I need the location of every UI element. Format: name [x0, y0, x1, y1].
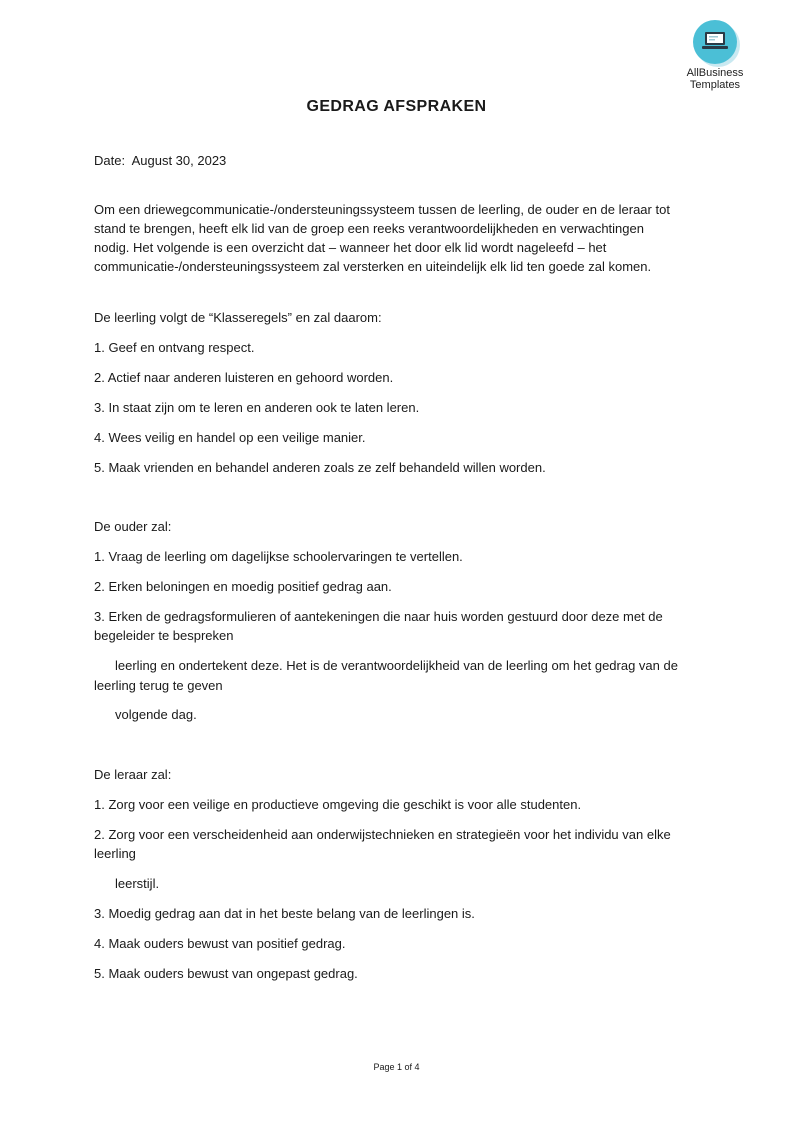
parent-item-cont-wrap: leerling terug te geven — [94, 678, 223, 693]
logo-line-2: Templates — [689, 79, 741, 91]
student-item: 2. Actief naar anderen luisteren en gehoord worden. — [94, 370, 394, 385]
intro-line-1: Om een driewegcommunicatie-/ondersteuningssysteem tussen de leerling, de ouder en de leraar tot — [94, 202, 670, 217]
logo-line-1: AllBusiness — [686, 67, 744, 79]
student-item: 5. Maak vrienden en behandel anderen zoals ze zelf behandeld willen worden. — [94, 460, 546, 475]
parent-item-cont: leerling en ondertekent deze. Het is de verantwoordelijkheid van de leerling om het gedrag van de — [115, 658, 678, 673]
date-label: Date: — [94, 153, 126, 168]
teacher-item-cont: leerstijl. — [115, 876, 160, 891]
parent-heading: De ouder zal: — [94, 519, 172, 534]
teacher-item: 2. Zorg voor een verscheidenheid aan onderwijstechnieken en strategieën voor het individu van elke — [94, 827, 671, 842]
page-title: GEDRAG AFSPRAKEN — [306, 98, 487, 115]
date-line — [94, 151, 226, 170]
parent-item-wrap: begeleider te bespreken — [94, 628, 234, 643]
intro-line-2: stand te brengen, heeft elk lid van de groep een reeks verantwoordelijkheden en verwachtingen — [94, 221, 644, 236]
date-value: August 30, 2023 — [131, 153, 227, 168]
intro-line-3: nodig. Het volgende is een overzicht dat – wanneer het door elk lid wordt nageleefd – het — [94, 240, 607, 255]
laptop-icon — [693, 20, 737, 64]
teacher-item: 1. Zorg voor een veilige en productieve omgeving die geschikt is voor alle studenten. — [94, 797, 582, 812]
parent-item-cont-2: volgende dag. — [115, 707, 197, 722]
student-item: 1. Geef en ontvang respect. — [94, 340, 255, 355]
student-heading: De leerling volgt de “Klasseregels” en zal daarom: — [94, 310, 382, 325]
page-number: Page 1 of 4 — [373, 1062, 420, 1072]
teacher-item: 5. Maak ouders bewust van ongepast gedrag. — [94, 966, 358, 981]
parent-item: 1. Vraag de leerling om dagelijkse schoolervaringen te vertellen. — [94, 549, 463, 564]
student-item: 3. In staat zijn om te leren en anderen ook te laten leren. — [94, 400, 420, 415]
teacher-item: 3. Moedig gedrag aan dat in het beste belang van de leerlingen is. — [94, 906, 475, 921]
parent-item: 3. Erken de gedragsformulieren of aantekeningen die naar huis worden gestuurd door deze met de — [94, 609, 663, 624]
teacher-item-wrap: leerling — [94, 846, 136, 861]
intro-line-4: communicatie-/ondersteuningssysteem zal versterken en uiteindelijk elk lid ten goede zal komen. — [94, 259, 652, 274]
teacher-item: 4. Maak ouders bewust van positief gedrag. — [94, 936, 346, 951]
company-logo — [672, 20, 758, 91]
student-item: 4. Wees veilig en handel op een veilige manier. — [94, 430, 366, 445]
parent-item: 2. Erken beloningen en moedig positief gedrag aan. — [94, 579, 392, 594]
teacher-heading: De leraar zal: — [94, 767, 172, 782]
